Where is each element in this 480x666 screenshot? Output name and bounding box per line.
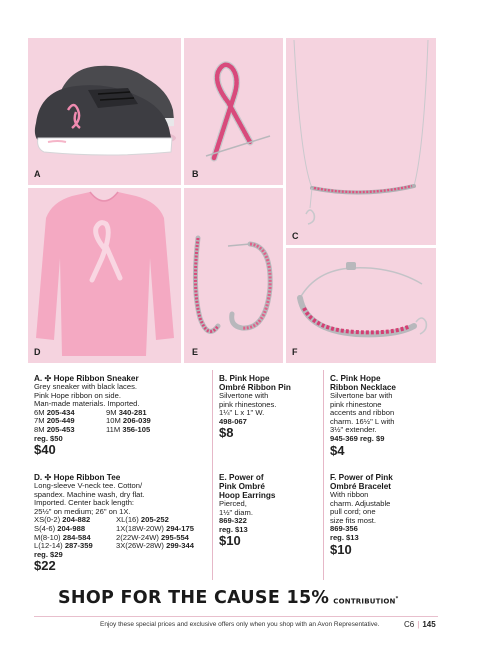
product-desc-line: Silvertone with bbox=[219, 391, 269, 400]
tee-illustration bbox=[28, 188, 181, 363]
product-photo-bracelet bbox=[286, 248, 436, 363]
size-item: XL(16) 205-252 bbox=[116, 515, 169, 525]
product-desc-line: spandex. Machine wash, dry flat. bbox=[34, 489, 145, 499]
page-separator: | bbox=[417, 620, 420, 629]
product-photo-tee bbox=[28, 188, 181, 363]
product-desc-line: size fits most. bbox=[330, 515, 376, 525]
size-item: 9M 340-281 bbox=[106, 407, 147, 417]
product-code: 498-067 bbox=[219, 416, 247, 426]
product-desc-line: Pierced, bbox=[219, 499, 247, 508]
panel-letter: A bbox=[34, 169, 41, 179]
size-item: M(8-10) 284-584 bbox=[34, 532, 91, 542]
panel-letter: D bbox=[34, 347, 41, 357]
ribbon-pin-illustration bbox=[184, 38, 283, 185]
product-info-bracelet bbox=[330, 473, 430, 556]
sneaker-illustration bbox=[28, 38, 181, 185]
panel-letter: B bbox=[192, 169, 199, 179]
shop-for-the-cause-banner bbox=[58, 588, 438, 614]
product-desc-line: 3½" extender. bbox=[330, 425, 377, 435]
product-photo-ribbon-pin bbox=[184, 38, 283, 185]
size-item: 11M 356-105 bbox=[106, 424, 151, 434]
sale-price: $22 bbox=[34, 558, 56, 574]
product-photo-sneaker bbox=[28, 38, 181, 185]
product-desc-line: 1¼" L x 1" W. bbox=[219, 408, 265, 418]
section-label: C6 bbox=[404, 620, 415, 629]
panel-letter: C bbox=[292, 231, 299, 241]
bracelet-illustration bbox=[286, 248, 436, 363]
product-info-sneaker bbox=[34, 374, 174, 456]
product-code: 869-322 bbox=[219, 516, 247, 526]
regular-price: reg. $13 bbox=[219, 524, 248, 534]
product-title-line: B. Pink Hope bbox=[219, 374, 270, 383]
size-item: S(4-6) 204-988 bbox=[34, 523, 86, 533]
product-desc-line: charm. 16½" L with bbox=[330, 416, 395, 426]
product-desc-line: charm. Adjustable bbox=[330, 498, 391, 508]
product-desc-line: 25½" on medium; 26" on 1X. bbox=[34, 506, 131, 516]
product-desc-line: Man-made materials. Imported. bbox=[34, 399, 140, 409]
size-item: L(12-14) 287-359 bbox=[34, 541, 93, 551]
size-item: 7M 205-449 bbox=[34, 416, 75, 426]
size-item: 3X(26W-28W) 299-344 bbox=[116, 541, 194, 551]
product-info-tee bbox=[34, 473, 214, 572]
sale-price: $8 bbox=[219, 425, 234, 441]
size-item: 8M 205-453 bbox=[34, 424, 75, 434]
regular-price: reg. $50 bbox=[34, 433, 63, 443]
page-number-value: 145 bbox=[422, 620, 436, 629]
sale-price: $10 bbox=[219, 533, 241, 549]
hoop-earrings-illustration bbox=[184, 188, 283, 363]
product-title-line: Ribbon Necklace bbox=[330, 383, 396, 392]
product-title-line: Hoop Earrings bbox=[219, 491, 276, 500]
necklace-illustration bbox=[286, 38, 436, 245]
product-desc-line: pink rhinestones. bbox=[219, 399, 277, 409]
product-desc-line: Grey sneaker with black laces. bbox=[34, 382, 137, 391]
product-desc-line: 1½" diam. bbox=[219, 507, 253, 517]
product-desc-line: With ribbon bbox=[330, 490, 369, 499]
size-list bbox=[34, 409, 174, 435]
product-info-ribbon-pin bbox=[219, 374, 319, 439]
product-title-line: Ombré Ribbon Pin bbox=[219, 383, 291, 392]
product-code-and-regular-price: 945-369 reg. $9 bbox=[330, 433, 385, 443]
product-title-line: E. Power of bbox=[219, 473, 264, 482]
product-desc-line: pull cord; one bbox=[330, 507, 376, 517]
regular-price: reg. $13 bbox=[330, 532, 359, 542]
footer-disclaimer: Enjoy these special prices and exclusive offers only when you shop with an Avon Representative. bbox=[100, 621, 380, 628]
product-title: A. ✣ Hope Ribbon Sneaker bbox=[34, 374, 139, 383]
product-title-line: C. Pink Hope bbox=[330, 374, 381, 383]
product-info-hoop-earrings bbox=[219, 473, 319, 547]
product-desc-line: pink rhinestone bbox=[330, 399, 382, 409]
size-item: 2(22W-24W) 295-554 bbox=[116, 532, 189, 542]
product-desc-line: accents and ribbon bbox=[330, 408, 395, 418]
product-code: 869-356 bbox=[330, 524, 358, 534]
size-item: 10M 206-039 bbox=[106, 416, 151, 426]
size-item: 1X(18W-20W) 294-175 bbox=[116, 523, 194, 533]
sale-price: $10 bbox=[330, 541, 352, 557]
banner-headline: SHOP FOR THE CAUSE 15% bbox=[58, 588, 330, 608]
product-desc-line: Imported. Center back length: bbox=[34, 498, 135, 508]
page-number bbox=[404, 620, 436, 629]
column-divider bbox=[323, 370, 324, 580]
sale-price: $40 bbox=[34, 442, 56, 458]
regular-price: reg. $29 bbox=[34, 549, 63, 559]
product-info-necklace bbox=[330, 374, 430, 457]
product-desc-line: Long-sleeve V-neck tee. Cotton/ bbox=[34, 481, 143, 490]
product-photo-necklace bbox=[286, 38, 436, 245]
product-desc-line: Pink Hope ribbon on side. bbox=[34, 390, 121, 400]
product-title: D. ✣ Hope Ribbon Tee bbox=[34, 473, 121, 482]
panel-letter: E bbox=[192, 347, 199, 357]
size-item: 6M 205-434 bbox=[34, 407, 75, 417]
size-list bbox=[34, 516, 214, 550]
panel-letter: F bbox=[292, 347, 298, 357]
product-photo-hoop-earrings bbox=[184, 188, 283, 363]
sale-price: $4 bbox=[330, 442, 345, 458]
product-title-line: Pink Ombré bbox=[219, 482, 265, 491]
size-item: XS(0-2) 204-882 bbox=[34, 515, 91, 525]
product-title-line: Ombré Bracelet bbox=[330, 482, 391, 491]
product-title-line: F. Power of Pink bbox=[330, 473, 393, 482]
banner-subtext: CONTRIBUTION* bbox=[333, 595, 399, 605]
product-desc-line: Silvertone bar with bbox=[330, 391, 393, 400]
footer-divider bbox=[34, 616, 438, 617]
